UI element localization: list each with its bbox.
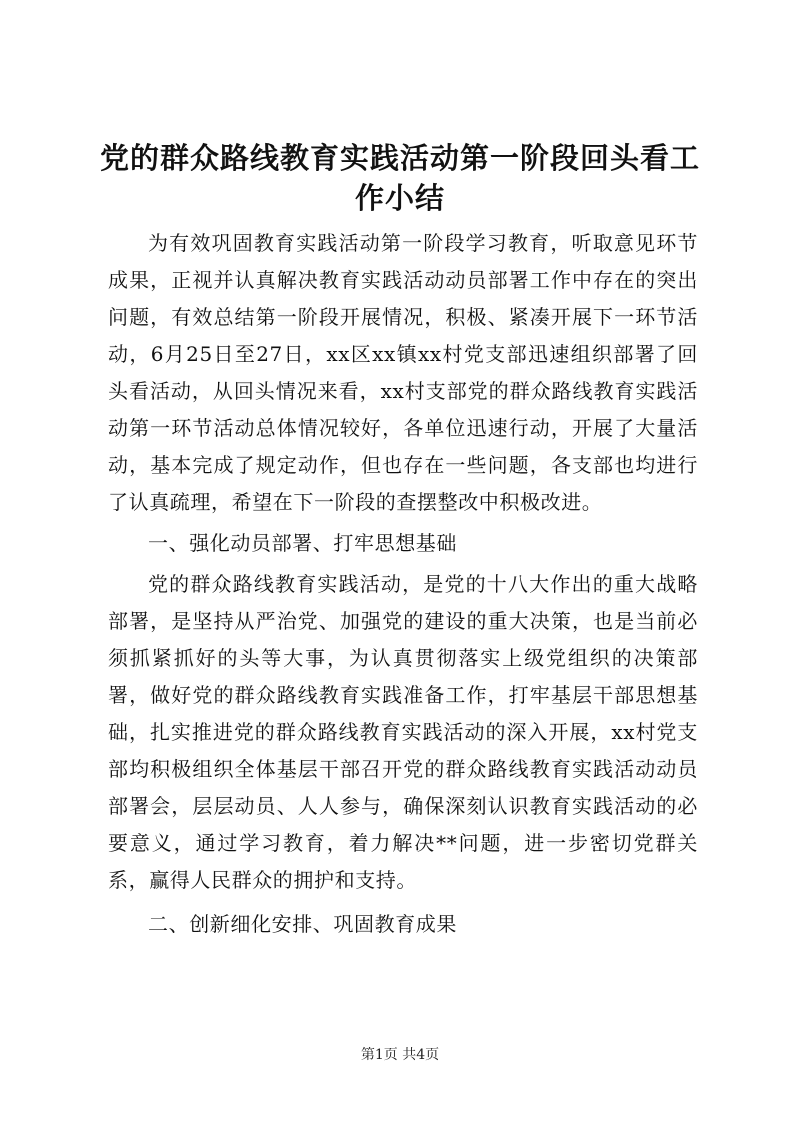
section-heading-1: 一、强化动员部署、打牢思想基础 [148, 531, 457, 555]
page-footer: 第1页 共4页 [360, 1047, 440, 1063]
document-body [108, 225, 698, 943]
intro-paragraph: 为有效巩固教育实践活动第一阶段学习教育，听取意见环节成果，正视并认真解决教育实践活动动员部署工作中存在的突出问题，有效总结第一阶段开展情况，积极、紧凑开展下一环节活动，6月25日至27日，xx区xx镇xx村党支部迅速组织部署了回头看活动，从回头情况来看，xx村支部党的群众路线教育实践活动第一环节活动总体情况较好，各单位迅速行动，开展了大量活动，基本完成了规定动作，但也存在一些问题，各支部也均进行了认真疏理，希望在下一阶段的查摆整改中积极改进。 [108, 231, 698, 514]
document-title: 党的群众路线教育实践活动第一阶段回头看工作小结 [100, 141, 701, 215]
section-1-paragraph: 党的群众路线教育实践活动，是党的十八大作出的重大战略部署，是坚持从严治党、加强党的建设的重大决策，也是当前必须抓紧抓好的头等大事，为认真贯彻落实上级党组织的决策部署，做好党的群众路线教育实践准备工作，打牢基层干部思想基础，扎实推进党的群众路线教育实践活动的深入开展，xx村党支部均积极组织全体基层干部召开党的群众路线教育实践活动动员部署会，层层动员、人人参与，确保深刻认识教育实践活动的必要意义，通过学习教育，着力解决**问题，进一步密切党群关系，赢得人民群众的拥护和支持。 [108, 572, 698, 892]
section-heading-2: 二、创新细化安排、巩固教育成果 [148, 912, 457, 936]
